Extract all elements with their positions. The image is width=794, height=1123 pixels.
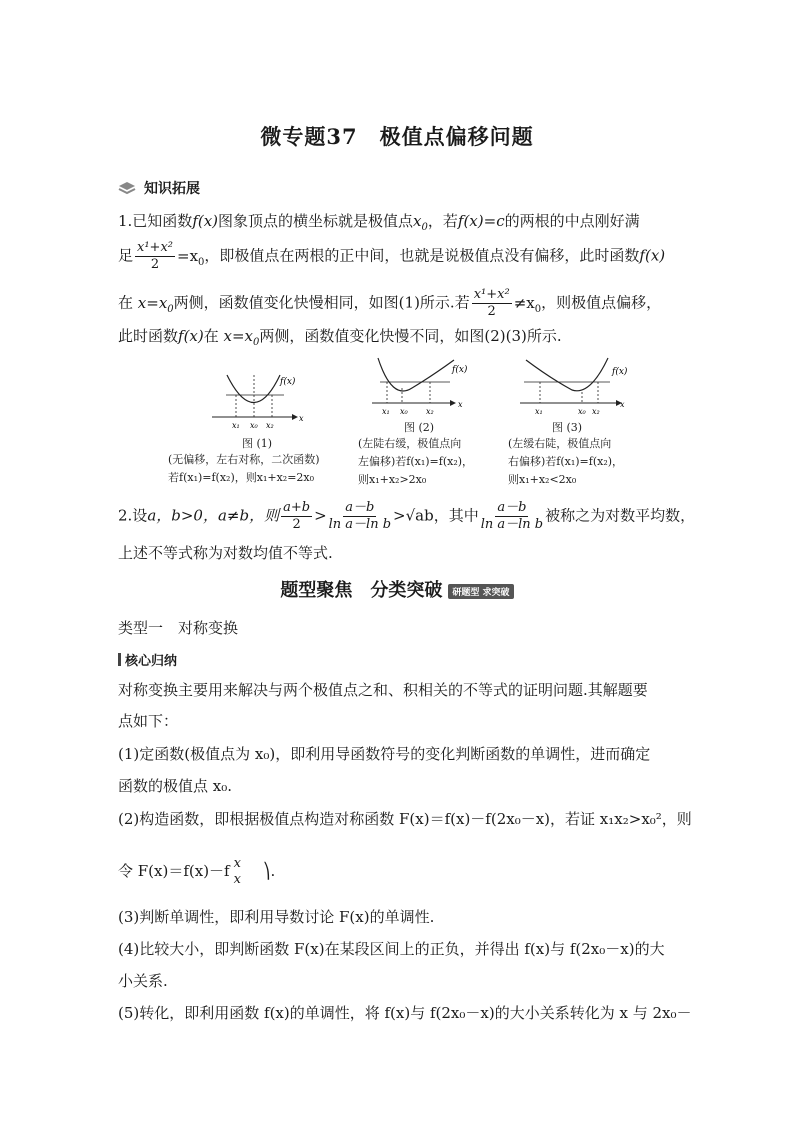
x-eq-x0-2: $x=x_0$ — [223, 327, 260, 348]
p1-text-g: 在 — [118, 293, 134, 312]
log-mean-fraction: $\frac{a-b}{\text{ln a－ln b}}$ — [328, 500, 392, 532]
p1-text-d: 的两根的中点刚好满 — [504, 212, 640, 230]
core-summary-label: 核心归纳 — [125, 654, 178, 669]
section-banner — [0, 576, 794, 602]
p1-line3 — [118, 287, 661, 320]
fig1-x2: x₂ — [266, 421, 274, 430]
p1-text-i: ，则极值点偏移， — [541, 293, 662, 312]
p1-text-e: 足 — [118, 246, 134, 265]
x0-symbol: $x_0$ — [413, 212, 428, 233]
p1-text-a: 1.已知函数 — [118, 212, 193, 230]
section-knowledge-label: 知识拓展 — [144, 181, 200, 197]
midpoint-fraction: $\frac{\text{x¹+x²}}{2}$ — [137, 240, 173, 272]
fig3-x2: x₂ — [592, 407, 600, 416]
fig1-label: 图 (1) — [242, 437, 273, 450]
core-summary-heading — [118, 650, 177, 669]
p1-text-f: ，即极值点在两根的正中间，也就是说极值点没有偏移，此时函数 — [204, 246, 640, 265]
fig2-caption2: 左偏移)若f(x₁)=f(x₂)， — [358, 455, 474, 468]
layers-icon — [118, 181, 136, 195]
fig1-fx-label: f(x) — [280, 377, 296, 387]
arith-mean-fraction: $\frac{a+b}{2}$ — [283, 500, 311, 532]
p2-text-c: 被称之为对数平均数， — [545, 506, 696, 525]
x-eq-x0: $x=x_0$ — [137, 293, 174, 315]
fig3-caption3: 则x₁+x₂<2x₀ — [508, 473, 577, 486]
fig3-x: x — [620, 400, 625, 409]
body-line-3: (1)定函数(极值点为 x₀)，即利用导函数符号的变化判断函数的单调性，进而确定 — [118, 745, 651, 763]
fig1-x: x — [299, 414, 304, 423]
fig2-caption1: (左陡右缓，极值点向 — [358, 437, 462, 450]
eq-x0: $=x_0$ — [177, 246, 205, 268]
p2-text-b: a，b>0，a≠b，则 — [147, 506, 280, 525]
midpoint-fraction-2: $\frac{\text{x¹+x²}}{2}$ — [473, 287, 510, 319]
banner-badge: 研题型 求突破 — [448, 584, 513, 599]
fig3-x0: x₀ — [578, 407, 586, 416]
p1-text-j: 此时函数 — [118, 327, 179, 345]
fx-symbol-3: f(x) — [178, 327, 204, 345]
section-knowledge-header — [118, 178, 200, 198]
fig2-x1: x₁ — [382, 407, 390, 416]
fig3-caption2: 右偏移)若f(x₁)=f(x₂)， — [508, 455, 624, 468]
body-line-9: 小关系. — [118, 972, 168, 990]
p1-text-l: 两侧，函数值变化快慢不同，如图(2)(3)所示. — [259, 327, 562, 345]
p2-text-gt2: >√ab，其中 — [393, 506, 479, 525]
fig3-x1: x₁ — [535, 407, 543, 416]
placeholder-fraction: x x — [233, 856, 241, 887]
fig3-caption1: (左缓右陡，极值点向 — [508, 437, 612, 450]
fig1-caption1: (无偏移，左右对称，二次函数) — [168, 453, 320, 466]
eqc-symbol: f(x)=c — [457, 212, 505, 230]
fig2-fx-label: f(x) — [452, 365, 468, 375]
heading-bar-icon — [118, 653, 121, 666]
p2-text-a: 2.设 — [118, 506, 148, 525]
fig1-caption2: 若f(x₁)=f(x₂)，则x₁+x₂=2x₀ — [168, 471, 315, 484]
body-line-6 — [118, 856, 275, 888]
fig1-x0: x₀ — [250, 421, 258, 430]
fx-symbol: f(x) — [192, 212, 219, 230]
type1-heading: 类型一 对称变换 — [118, 619, 239, 637]
p1-text-k: 在 — [203, 327, 219, 345]
body-line-6b: ⎞. — [262, 862, 276, 880]
gt-sign: > — [314, 506, 327, 525]
p1-line4 — [118, 325, 562, 348]
body-line-7: (3)判断单调性，即利用导数讨论 F(x)的单调性. — [118, 908, 435, 926]
fig1-x1: x₁ — [232, 421, 240, 430]
p1-text-h: 两侧，函数值变化快慢相同，如图(1)所示.若 — [173, 293, 470, 312]
fig2-caption3: 则x₁+x₂>2x₀ — [358, 473, 427, 486]
figure-2-graph — [372, 356, 472, 418]
body-line-4: 函数的极值点 x₀. — [118, 777, 233, 795]
p1-text-b: 图象顶点的横坐标就是极值点 — [218, 212, 414, 230]
p1-line2 — [118, 240, 665, 273]
body-line-2: 点如下： — [118, 712, 179, 730]
neq-x0: $\ne x_0$ — [513, 293, 542, 315]
body-line-1: 对称变换主要用来解决与两个极值点之和、积相关的不等式的证明问题.其解题要 — [118, 681, 648, 699]
p1-text-c: ，若 — [427, 212, 458, 230]
banner-title: 题型聚焦 分类突破 — [280, 580, 443, 601]
p2-line2: 上述不等式称为对数均值不等式. — [118, 544, 333, 562]
p2-line1 — [118, 500, 695, 533]
fig2-label: 图 (2) — [404, 421, 435, 434]
body-line-10: (5)转化，即利用函数 f(x)的单调性，将 f(x)与 f(2x₀－x)的大小关系转化为 x 与 2x₀－ — [118, 1004, 692, 1022]
body-line-8: (4)比较大小，即判断函数 F(x)在某段区间上的正负，并得出 f(x)与 f(2x₀－x)的大 — [118, 940, 665, 958]
fig2-x: x — [458, 400, 463, 409]
figure-3-graph — [520, 356, 630, 418]
page-title: 微专题37 极值点偏移问题 — [260, 124, 534, 149]
fx-symbol-2: f(x) — [639, 246, 666, 265]
fig2-x2: x₂ — [426, 407, 434, 416]
fig3-label: 图 (3) — [552, 421, 583, 434]
figure-1-graph — [212, 370, 307, 432]
fig3-fx-label: f(x) — [612, 367, 628, 377]
fig2-x0: x₀ — [400, 407, 408, 416]
p1-line1 — [118, 210, 640, 233]
body-line-5: (2)构造函数，即根据极值点构造对称函数 F(x)＝f(x)－f(2x₀－x)，若证 x₁x₂>x₀²，则 — [118, 810, 692, 828]
body-line-6a: 令 F(x)＝f(x)－f — [118, 862, 230, 880]
log-mean-fraction-2: $\frac{a-b}{\text{ln a－ln b}}$ — [480, 500, 544, 532]
